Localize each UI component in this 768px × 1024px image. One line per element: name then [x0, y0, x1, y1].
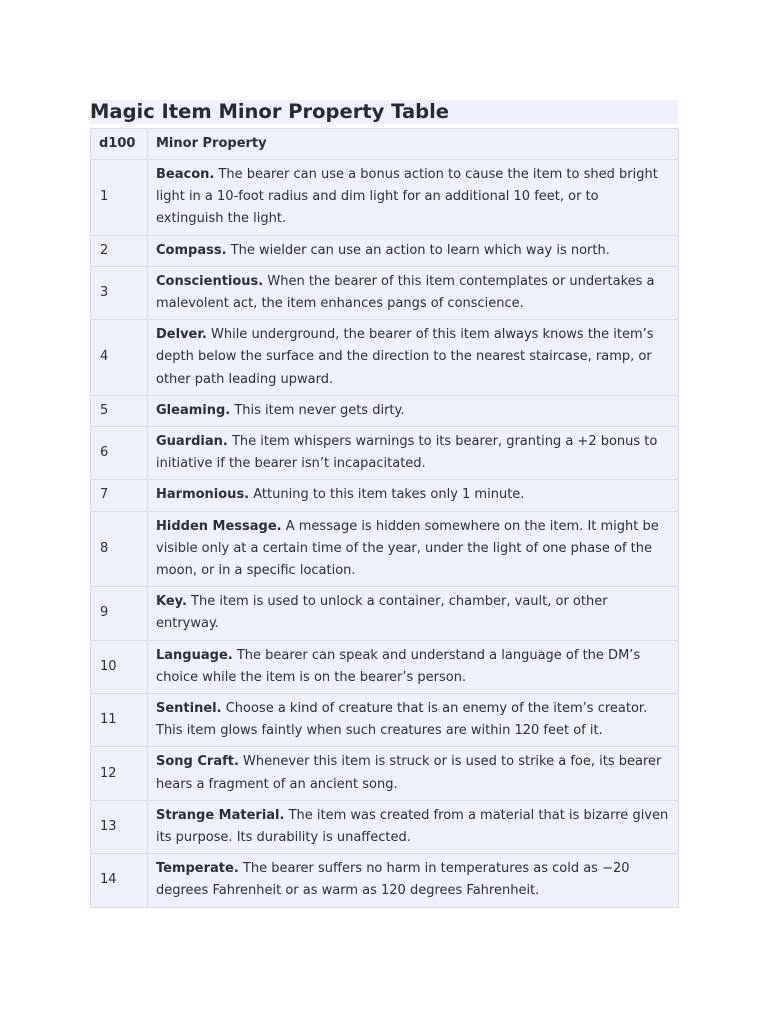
property-text: Whenever this item is struck or is used to strike a foe, its bearer hears a fragment of an ancient song. — [156, 754, 662, 792]
roll-number: 14 — [91, 854, 148, 907]
property-text: The item was created from a material that is bizarre given its purpose. Its durability is unaffected. — [156, 807, 669, 846]
column-header-minor-property: Minor Property — [148, 129, 679, 160]
property-text: While underground, the bearer of this item always knows the item’s depth below the surface and the direction to the nearest staircase, ramp, or other path leading upward. — [156, 327, 654, 387]
property-description — [148, 694, 679, 747]
property-name: Beacon. — [156, 167, 215, 182]
property-text: Attuning to this item takes only 1 minute. — [249, 487, 525, 503]
property-name: Sentinel. — [156, 701, 222, 717]
table-row — [91, 694, 679, 747]
property-description — [148, 235, 679, 266]
roll-number: 1 — [91, 160, 148, 236]
column-header-d100: d100 — [91, 129, 148, 160]
property-name: Gleaming. — [156, 402, 231, 418]
property-name: Key. — [156, 594, 187, 610]
property-description — [148, 427, 679, 480]
roll-number: 13 — [91, 800, 148, 853]
property-text: When the bearer of this item contemplates or undertakes a malevolent act, the item enhances pangs of conscience. — [156, 273, 655, 312]
table-row — [91, 395, 679, 426]
roll-number: 4 — [91, 320, 148, 396]
table-header-row — [91, 129, 679, 160]
property-name: Song Craft. — [156, 754, 239, 770]
property-description — [148, 587, 679, 640]
property-name: Hidden Message. — [156, 518, 282, 534]
table-row — [91, 235, 679, 266]
property-text: The bearer suffers no harm in temperatures as cold as −20 degrees Fahrenheit or as warm as 120 degrees Fahrenheit. — [156, 861, 630, 899]
roll-number: 5 — [91, 395, 148, 426]
property-name: Language. — [156, 647, 233, 663]
roll-number: 10 — [91, 640, 148, 693]
roll-number: 2 — [91, 235, 148, 266]
property-text: A message is hidden somewhere on the item. It might be visible only at a certain time of the year, under the light of one phase of the moon, or in a specific location. — [156, 518, 659, 579]
roll-number: 7 — [91, 480, 148, 511]
property-name: Temperate. — [156, 861, 239, 877]
table-row — [91, 640, 679, 693]
document-page — [90, 100, 678, 908]
property-text: The bearer can use a bonus action to cause the item to shed bright light in a 10-foot radius and dim light for an additional 10 feet, or to extinguish the light. — [156, 167, 658, 227]
page-title: Magic Item Minor Property Table — [90, 100, 678, 124]
table-row — [91, 427, 679, 480]
property-text: Choose a kind of creature that is an enemy of the item’s creator. This item glows faintly when such creatures are within 120 feet of it. — [156, 701, 648, 739]
roll-number: 11 — [91, 694, 148, 747]
table-row — [91, 800, 679, 853]
property-description — [148, 160, 679, 236]
property-name: Harmonious. — [156, 487, 250, 503]
table-row — [91, 320, 679, 396]
minor-property-table — [90, 128, 679, 908]
property-text: The wielder can use an action to learn which way is north. — [226, 242, 610, 258]
property-description — [148, 480, 679, 511]
table-row — [91, 747, 679, 800]
property-name: Guardian. — [156, 434, 228, 450]
property-description — [148, 266, 679, 319]
table-row — [91, 160, 679, 236]
table-row — [91, 266, 679, 319]
property-text: This item never gets dirty. — [230, 402, 405, 418]
roll-number: 8 — [91, 511, 148, 587]
table-row — [91, 854, 679, 907]
roll-number: 3 — [91, 266, 148, 319]
property-name: Delver. — [156, 327, 207, 343]
table-row — [91, 587, 679, 640]
table-row — [91, 480, 679, 511]
property-text: The item whispers warnings to its bearer, granting a +2 bonus to initiative if the bearer isn’t incapacitated. — [156, 434, 658, 472]
property-description — [148, 800, 679, 853]
property-name: Compass. — [156, 242, 227, 258]
property-description — [148, 854, 679, 907]
property-text: The item is used to unlock a container, chamber, vault, or other entryway. — [156, 594, 608, 632]
roll-number: 9 — [91, 587, 148, 640]
table-row — [91, 511, 679, 587]
property-description — [148, 511, 679, 587]
property-name: Conscientious. — [156, 273, 264, 289]
roll-number: 6 — [91, 427, 148, 480]
property-description — [148, 640, 679, 693]
property-description — [148, 320, 679, 396]
roll-number: 12 — [91, 747, 148, 800]
property-description — [148, 747, 679, 800]
property-description — [148, 395, 679, 426]
property-name: Strange Material. — [156, 807, 285, 823]
property-text: The bearer can speak and understand a language of the DM’s choice while the item is on the bearer’s person. — [156, 647, 641, 685]
